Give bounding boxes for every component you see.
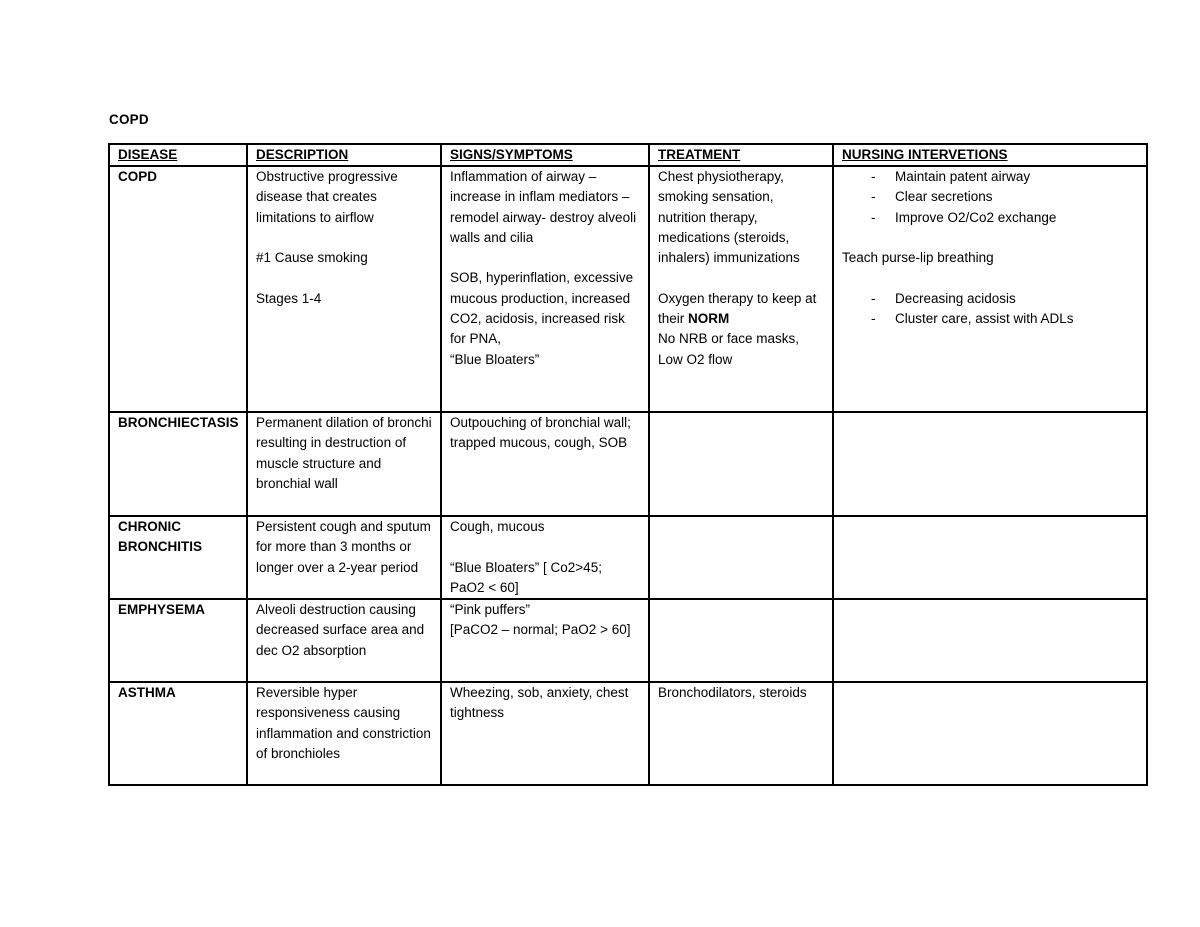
treatment-oxygen-text: Oxygen therapy to keep at their [658,290,817,327]
cell-nursing-interventions [833,599,1147,682]
cell-description [247,412,441,516]
cell-treatment [649,599,833,682]
cell-disease [109,516,247,599]
cell-signs-symptoms [441,412,649,516]
dash-bullet: - [871,169,876,184]
cell-treatment [649,166,833,412]
disease-name: COPD [118,169,158,184]
signs-text: “Pink puffers” [450,602,531,618]
cell-disease [109,599,247,682]
treatment-text: No NRB or face masks, [658,331,800,347]
cell-treatment [649,516,833,599]
treatment-oxygen [658,289,824,330]
nursing-list [842,289,1138,330]
list-item [842,309,1138,329]
disease-name: BRONCHIECTASIS [118,415,239,430]
cell-description [247,599,441,682]
table-row-emphysema [109,599,1147,682]
list-item [842,167,1138,187]
signs-text: “Blue Bloaters” [450,351,540,367]
list-item-text: Maintain patent airway [895,169,1031,184]
description-text: Permanent dilation of bronchi resulting in destruction of muscle structure and bronchial wall [256,415,432,491]
page-title: COPD [109,112,149,127]
dash-bullet: - [871,189,876,205]
description-text: Obstructive progressive disease that creates limitations to airflow [256,169,398,225]
list-item-text: Clear secretions [895,189,993,205]
table-row-bronchiectasis [109,412,1147,516]
copd-disease-table [108,143,1148,786]
description-text: Alveoli destruction causing decreased surface area and dec O2 absorption [256,602,425,658]
list-item [842,187,1138,207]
signs-text: “Blue Bloaters” [ Co2>45; PaO2 < 60] [450,559,602,595]
list-item-text: Improve O2/Co2 exchange [895,209,1057,225]
nursing-list [842,167,1138,228]
signs-text: SOB, hyperinflation, excessive mucous production, increased CO2, acidosis, increased risk for PNA, [450,270,634,347]
cell-description [247,682,441,785]
list-item [842,208,1138,228]
cell-signs-symptoms [441,599,649,682]
cell-description [247,516,441,599]
cell-treatment [649,412,833,516]
header-description: DESCRIPTION [247,144,441,166]
cell-treatment [649,682,833,785]
signs-text: Cough, mucous [450,519,545,534]
description-stages: Stages 1-4 [256,290,322,306]
header-treatment: TREATMENT [649,144,833,166]
treatment-norm-text: NORM [688,311,730,327]
cell-disease [109,166,247,412]
disease-name: BRONCHITIS [118,539,202,555]
cell-nursing-interventions [833,166,1147,412]
list-item [842,289,1138,309]
dash-bullet: - [871,209,876,225]
description-cause: #1 Cause smoking [256,250,368,266]
table-row-chronic-bronchitis [109,516,1147,599]
header-disease: DISEASE [109,144,247,166]
signs-text: [PaCO2 – normal; PaO2 > 60] [450,622,631,638]
nursing-teach-text: Teach purse-lip breathing [842,250,994,266]
disease-name: CHRONIC [118,519,181,534]
cell-disease [109,412,247,516]
signs-text: Outpouching of bronchial wall; trapped mucous, cough, SOB [450,415,631,451]
cell-signs-symptoms [441,682,649,785]
table-header-row [109,144,1147,166]
treatment-text: Low O2 flow [658,351,733,367]
description-text: Persistent cough and sputum for more than 3 months or longer over a 2-year period [256,519,431,575]
cell-nursing-interventions [833,682,1147,785]
treatment-text: Chest physiotherapy, smoking sensation, nutrition therapy, medications (steroids, inhalers) immunizations [658,169,800,266]
cell-nursing-interventions [833,412,1147,516]
dash-bullet: - [871,311,876,327]
signs-text: Inflammation of airway – increase in inflam mediators – remodel airway- destroy alveoli walls and cilia [450,169,637,245]
table-row-asthma [109,682,1147,785]
list-item-text: Cluster care, assist with ADLs [895,311,1074,327]
cell-signs-symptoms [441,166,649,412]
signs-text: Wheezing, sob, anxiety, chest tightness [450,685,629,721]
disease-name: ASTHMA [118,685,176,701]
list-item-text: Decreasing acidosis [895,290,1016,306]
cell-nursing-interventions [833,516,1147,599]
header-nursing-interventions: NURSING INTERVETIONS [833,144,1147,166]
header-signs-symptoms: SIGNS/SYMPTOMS [441,144,649,166]
dash-bullet: - [871,290,876,306]
cell-disease [109,682,247,785]
disease-name: EMPHYSEMA [118,602,206,618]
cell-signs-symptoms [441,516,649,599]
cell-description [247,166,441,412]
description-text: Reversible hyper responsiveness causing inflammation and constriction of bronchioles [256,685,431,762]
treatment-text: Bronchodilators, steroids [658,685,807,701]
table-row-copd [109,166,1147,412]
